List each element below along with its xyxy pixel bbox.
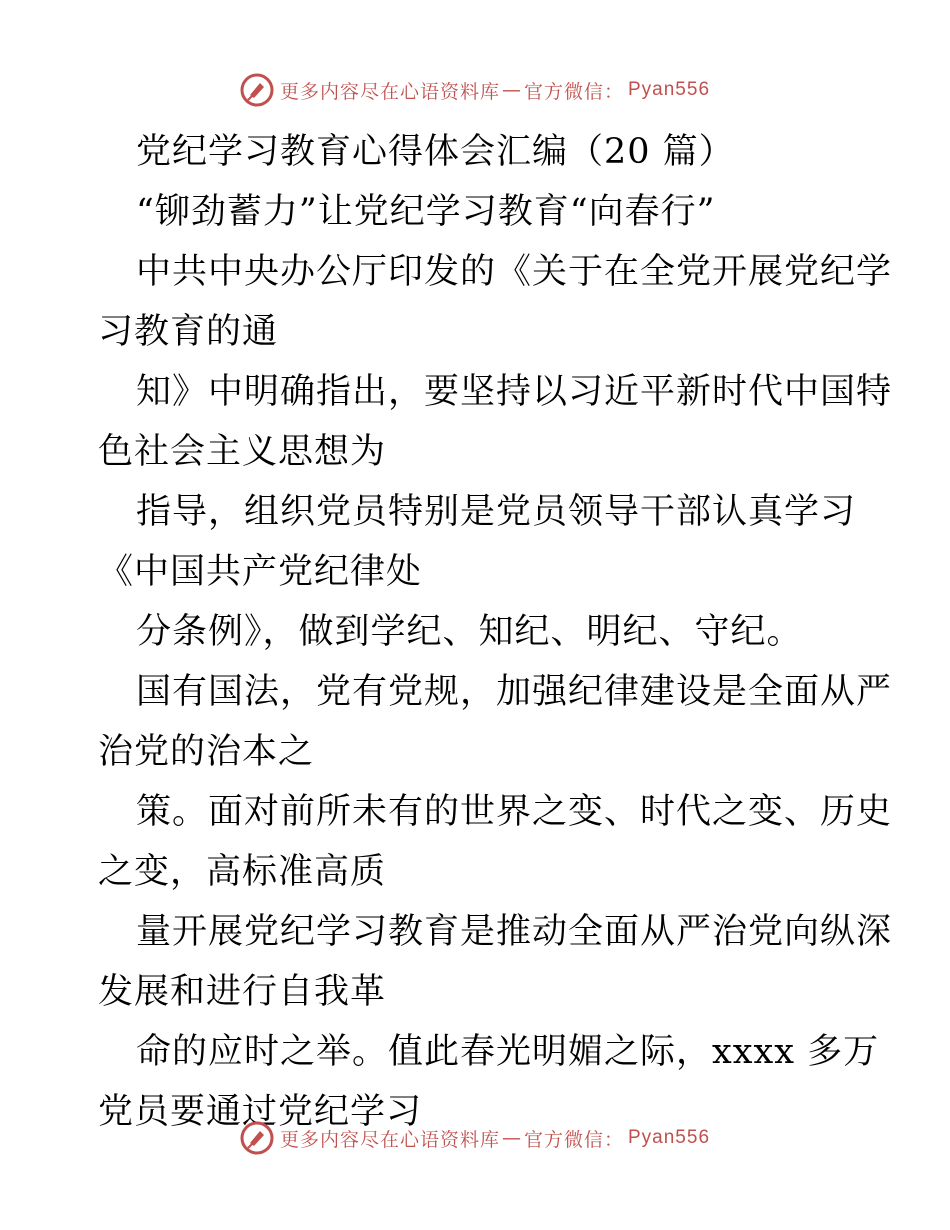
paragraph-line: 治党的治本之 <box>98 732 315 772</box>
document-body <box>98 122 893 1142</box>
document-subtitle: “铆劲蓄力”让党纪学习教育“向春行” <box>136 192 716 232</box>
paragraph-line: 命的应时之举。值此春光明媚之际，xxxx 多万 <box>136 1032 880 1072</box>
paragraph-line: 分条例》，做到学纪、知纪、明纪、守纪。 <box>136 612 803 652</box>
brand-logo-icon <box>240 73 274 107</box>
footer-banner <box>0 1118 950 1158</box>
paragraph-line: 指导，组织党员特别是党员领导干部认真学习 <box>136 492 857 532</box>
banner-brand-text: 更多内容尽在心语资料库 <box>279 1128 500 1151</box>
banner-dash: — <box>501 79 522 101</box>
banner-wechat-label: 官方微信： <box>523 80 624 103</box>
paragraph-line: 策。面对前所未有的世界之变、时代之变、历史 <box>136 792 893 832</box>
banner-wechat-id: Pyan556 <box>628 79 711 100</box>
paragraph-line: 习教育的通 <box>98 312 279 352</box>
paragraph-line: 量开展党纪学习教育是推动全面从严治党向纵深 <box>136 912 893 952</box>
paragraph-line: 中共中央办公厅印发的《关于在全党开展党纪学 <box>136 252 893 292</box>
paragraph-line: 党员要通过党纪学习 <box>98 1092 423 1132</box>
header-banner <box>0 70 950 110</box>
banner-dash: — <box>501 1127 522 1149</box>
paragraph-line: 国有国法，党有党规，加强纪律建设是全面从严 <box>136 672 893 712</box>
document-title: 党纪学习教育心得体会汇编（20 篇） <box>136 132 735 172</box>
banner-brand-text: 更多内容尽在心语资料库 <box>279 80 500 103</box>
banner-wechat-id: Pyan556 <box>628 1127 711 1148</box>
paragraph-line: 色社会主义思想为 <box>98 432 387 472</box>
paragraph-line: 之变，高标准高质 <box>98 852 387 892</box>
paragraph-line: 知》中明确指出，要坚持以习近平新时代中国特 <box>136 372 893 412</box>
brand-logo-icon <box>240 1121 274 1155</box>
paragraph-line: 发展和进行自我革 <box>98 972 387 1012</box>
paragraph-line: 《中国共产党纪律处 <box>98 552 423 592</box>
banner-wechat-label: 官方微信： <box>523 1128 624 1151</box>
